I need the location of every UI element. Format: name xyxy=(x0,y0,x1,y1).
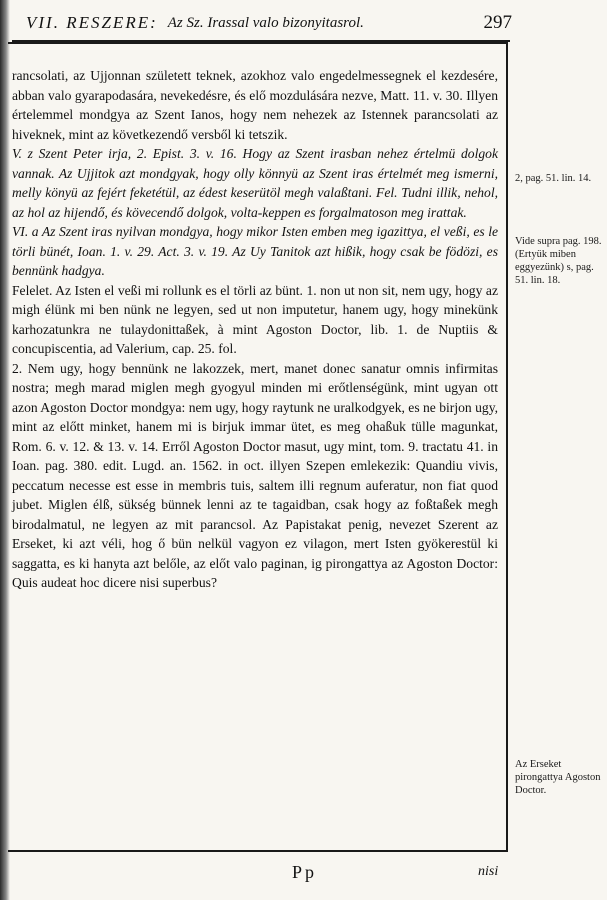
page-number: 297 xyxy=(483,12,512,33)
paragraph-3: VI. a Az Szent iras nyilvan mondgya, hogy mikor Isten emben meg igazittya, el veßi, es le törli bünét, Ioan. 1. v. 29. Act. 3. v. 19. Az Uy Tanitok azt hißik, hogy csak be födözi, es bennünk hadgya. xyxy=(12,224,498,278)
margin-notes xyxy=(515,42,603,852)
margin-note-2: Vide supra pag. 198. (Ertyük miben eggyezünk) s, pag. 51. lin. 18. xyxy=(515,236,602,286)
paragraph-4: Felelet. Az Isten el veßi mi rollunk es el törli az bünt. 1. non ut non sit, nem ugy, hogy az migh élünk mi ben nünk ne legyen, sed ut non imputetur, hanem ugy, hogy minekünk karhozatunkra ne tulaydonittaßek, à mint Agoston Doctor, lib. 1. de Nuptiis & concupiscentia, ad Valerium, cap. 25. fol. xyxy=(12,282,498,356)
paragraph-2: V. z Szent Peter irja, 2. Epist. 3. v. 16. Hogy az Szent irasban nehez értelmü dolgok vannak. Az Ujjitok azt mondgyak, hogy olly könnyü az Szent iras értelmét meg ismerni, melly könyü az fejért feketétül, az édest keserütöl megh valaßtani. Fel. Tudni illik, nehol, az hol az hijendő, és kövecendő dolgok, volta-keppen es forgalmatoson meg irattak. xyxy=(12,146,498,220)
margin-note-3: Az Erseket pirongattya Agoston Doctor. xyxy=(515,759,601,796)
margin-note-1: 2, pag. 51. lin. 14. xyxy=(515,173,592,184)
catchword: nisi xyxy=(478,864,499,879)
running-title: Az Sz. Irassal valo bizonyitasrol. xyxy=(167,14,364,31)
signature-mark: Pp xyxy=(292,862,318,882)
page-footer xyxy=(0,860,600,890)
page-header xyxy=(26,8,512,38)
paragraph-1: rancsolati, az Ujjonnan született teknek, azokhoz valo engedelmessegnek el kezdesére, abban valo gyarapodasára, nevekedésre, és elő mozdulására nezve, Matt. 11. v. 30. Illyen értelemmel mondgya az Szent Ianos, hogy nem nehezek az Istennek parancsolati az hiveknek, mint az következendő versből ki tetszik. xyxy=(12,68,498,142)
section-title: VII. RESZERE: xyxy=(26,13,158,32)
paragraph-5: 2. Nem ugy, hogy bennünk ne lakozzek, mert, manet donec sanatur omnis infirmitas nostra; megh marad miglen megh gyogyul minden mi erőtlenségünk, mint ugyan ott azon Agoston Doctor mondgya: nem ugy, hogy raytunk ne uralkodgyek, es ne birjon ugy, mint az előtt minket, hanem mi is birjuk immar ütet, es meg ohaßuk tülle magunkat, Rom. 6. v. 12. & 13. v. 14. Erről Agoston Doctor masut, ugy mint, tom. 9. tractatu 41. in Ioan. pag. 380. edit. Lugd. an. 1562. in oct. illyen Szepen emlekezik: Quandiu vivis, peccatum necesse est esse in membris tuis, saltem illi regnum auferatur, non fiat quod jubet. Miglen élß, sükség bünnek lenni az te tagaidban, csak hogy az foßtaßek megh birodalmatul, ne legyen az mit parancsol. Az Papistakat penig, nevezet Szerent az Erseket, ki azt véli, hog ő bün nelkül vagyon ez vilagon, mert Isten gyökerestül ki saggatta, es ki hanyta azt belőle, az előt valo paginan, ig pirongattya az Agoston Doctor: Quis audeat hoc dicere nisi superbus? xyxy=(12,360,499,590)
main-text-block xyxy=(8,42,508,852)
